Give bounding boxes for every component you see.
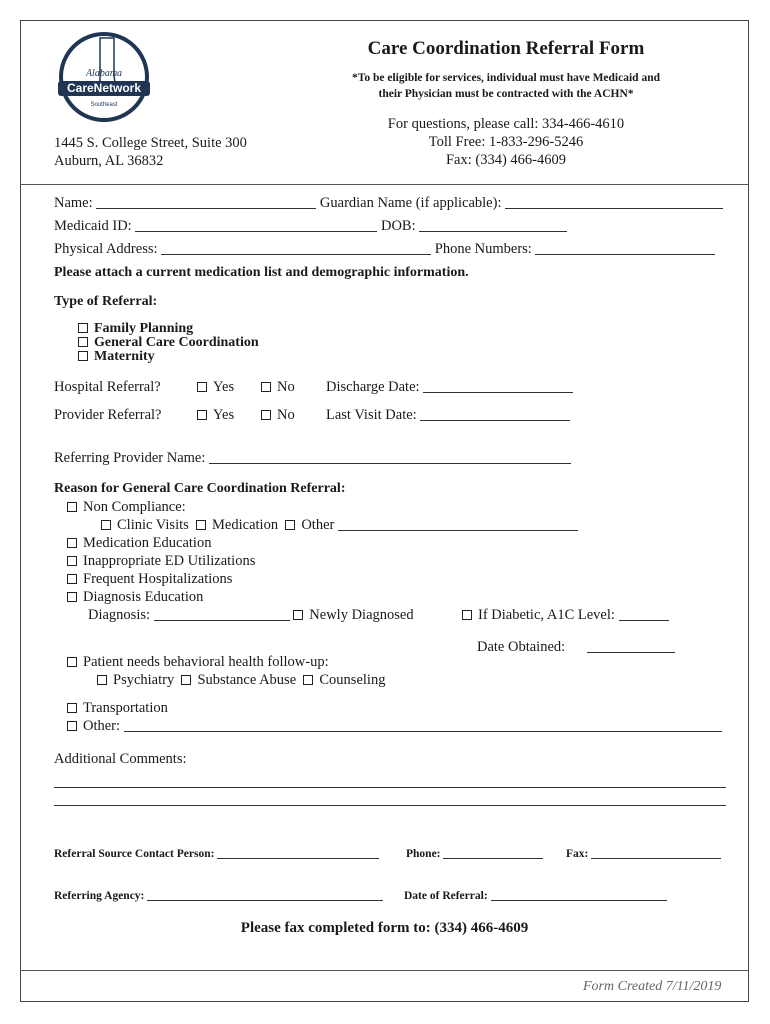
- medication-checkbox[interactable]: [196, 520, 206, 530]
- guardian-field[interactable]: [505, 196, 723, 209]
- other-reason-field[interactable]: [124, 719, 722, 732]
- fax-instruction: Please fax completed form to: (334) 466-4609: [240, 920, 529, 936]
- footer-phone-row: Phone:: [406, 846, 543, 860]
- date-obtained-field[interactable]: [587, 640, 675, 653]
- header-fax: Fax: (334) 466-4609: [445, 152, 566, 168]
- hospital-yes-checkbox[interactable]: [197, 382, 207, 392]
- non-compliance-options: Clinic Visits Medication Other: [101, 517, 578, 534]
- questions-phone: For questions, please call: 334-466-4610: [387, 116, 625, 132]
- comments-label: Additional Comments:: [54, 751, 187, 767]
- other-reason-row: Other:: [67, 718, 722, 735]
- comments-line-2[interactable]: [54, 805, 726, 806]
- diagnosis-education: Diagnosis Education: [67, 589, 203, 606]
- other-checkbox[interactable]: [285, 520, 295, 530]
- hospital-no[interactable]: No: [261, 379, 295, 396]
- footer-divider: [20, 970, 749, 971]
- date-obtained-row: Date Obtained:: [477, 639, 675, 656]
- contact-person-field[interactable]: [217, 846, 379, 859]
- medicaid-row: Medicaid ID: DOB:: [54, 218, 567, 235]
- behavioral-health-checkbox[interactable]: [67, 657, 77, 667]
- non-compliance: Non Compliance:: [67, 499, 186, 516]
- ed-utilization-checkbox[interactable]: [67, 556, 77, 566]
- other-field[interactable]: [338, 518, 578, 531]
- svg-text:CareNetwork: CareNetwork: [66, 81, 142, 95]
- diagnosis-row: Diagnosis: Newly Diagnosed: [88, 607, 414, 623]
- date-referral-field[interactable]: [491, 888, 667, 901]
- non-compliance-checkbox[interactable]: [67, 502, 77, 512]
- behavioral-options: Psychiatry Substance Abuse Counseling: [97, 672, 385, 689]
- referral-type-heading: Type of Referral:: [54, 294, 158, 309]
- address-line-2: Auburn, AL 36832: [54, 153, 164, 169]
- provider-yes-checkbox[interactable]: [197, 410, 207, 420]
- toll-free: Toll Free: 1-833-296-5246: [428, 134, 584, 150]
- provider-referral-label: Provider Referral?: [54, 407, 162, 423]
- attach-note: Please attach a current medication list and demographic information.: [54, 265, 469, 280]
- maternity-checkbox[interactable]: [78, 351, 88, 361]
- transportation-checkbox[interactable]: [67, 703, 77, 713]
- referring-provider-row: Referring Provider Name:: [54, 450, 571, 467]
- diagnosis-field[interactable]: [154, 608, 290, 621]
- hospital-no-checkbox[interactable]: [261, 382, 271, 392]
- address-line-1: 1445 S. College Street, Suite 300: [54, 135, 247, 151]
- provider-no-checkbox[interactable]: [261, 410, 271, 420]
- form-title: Care Coordination Referral Form: [367, 38, 645, 59]
- a1c-row: If Diabetic, A1C Level:: [462, 607, 669, 624]
- med-education: Medication Education: [67, 535, 211, 552]
- discharge-row: Discharge Date:: [326, 379, 573, 396]
- med-education-checkbox[interactable]: [67, 538, 77, 548]
- address-field[interactable]: [161, 242, 431, 255]
- provider-no[interactable]: No: [261, 407, 295, 424]
- medicaid-id-field[interactable]: [135, 219, 377, 232]
- svg-text:Alabama: Alabama: [85, 68, 123, 79]
- a1c-field[interactable]: [619, 608, 669, 621]
- care-network-logo: [56, 32, 152, 122]
- contact-person-row: Referral Source Contact Person:: [54, 846, 379, 860]
- last-visit-date-field[interactable]: [420, 408, 570, 421]
- behavioral-health: Patient needs behavioral health follow-up:: [67, 654, 329, 671]
- comments-line-1[interactable]: [54, 787, 726, 788]
- form-created: Form Created 7/11/2019: [583, 979, 722, 994]
- agency-field[interactable]: [147, 888, 383, 901]
- hospital-referral-label: Hospital Referral?: [54, 379, 161, 395]
- frequent-hospitalizations: Frequent Hospitalizations: [67, 571, 232, 588]
- footer-phone-field[interactable]: [443, 846, 543, 859]
- referring-provider-field[interactable]: [209, 451, 571, 464]
- provider-yes[interactable]: Yes: [197, 407, 234, 424]
- name-row: Name: Guardian Name (if applicable):: [54, 195, 723, 212]
- svg-text:Southeast: Southeast: [90, 102, 118, 108]
- general-care-checkbox[interactable]: [78, 337, 88, 347]
- footer-fax-field[interactable]: [591, 846, 721, 859]
- last-visit-row: Last Visit Date:: [326, 407, 570, 424]
- newly-diagnosed-checkbox[interactable]: [293, 610, 303, 620]
- diagnosis-education-checkbox[interactable]: [67, 592, 77, 602]
- frequent-hosp-checkbox[interactable]: [67, 574, 77, 584]
- clinic-visits-checkbox[interactable]: [101, 520, 111, 530]
- footer-fax-row: Fax:: [566, 846, 721, 860]
- hospital-yes[interactable]: Yes: [197, 379, 234, 396]
- dob-field[interactable]: [419, 219, 567, 232]
- eligibility-note-1: *To be eligible for services, individual must have Medicaid and: [352, 72, 660, 84]
- agency-row: Referring Agency:: [54, 888, 383, 902]
- substance-abuse-checkbox[interactable]: [181, 675, 191, 685]
- diabetic-checkbox[interactable]: [462, 610, 472, 620]
- family-planning-checkbox[interactable]: [78, 323, 88, 333]
- header-divider: [20, 184, 749, 185]
- other-reason-checkbox[interactable]: [67, 721, 77, 731]
- discharge-date-field[interactable]: [423, 380, 573, 393]
- psychiatry-checkbox[interactable]: [97, 675, 107, 685]
- reason-heading: Reason for General Care Coordination Referral:: [54, 481, 346, 496]
- referral-type-options: Family Planning General Care Coordination Maternity: [78, 322, 259, 364]
- counseling-checkbox[interactable]: [303, 675, 313, 685]
- eligibility-note-2: their Physician must be contracted with the ACHN*: [378, 88, 634, 100]
- date-referral-row: Date of Referral:: [404, 888, 667, 902]
- address-row: Physical Address: Phone Numbers:: [54, 241, 715, 258]
- ed-utilization: Inappropriate ED Utilizations: [67, 553, 255, 570]
- transportation: Transportation: [67, 700, 168, 717]
- name-field[interactable]: [96, 196, 316, 209]
- phone-numbers-field[interactable]: [535, 242, 715, 255]
